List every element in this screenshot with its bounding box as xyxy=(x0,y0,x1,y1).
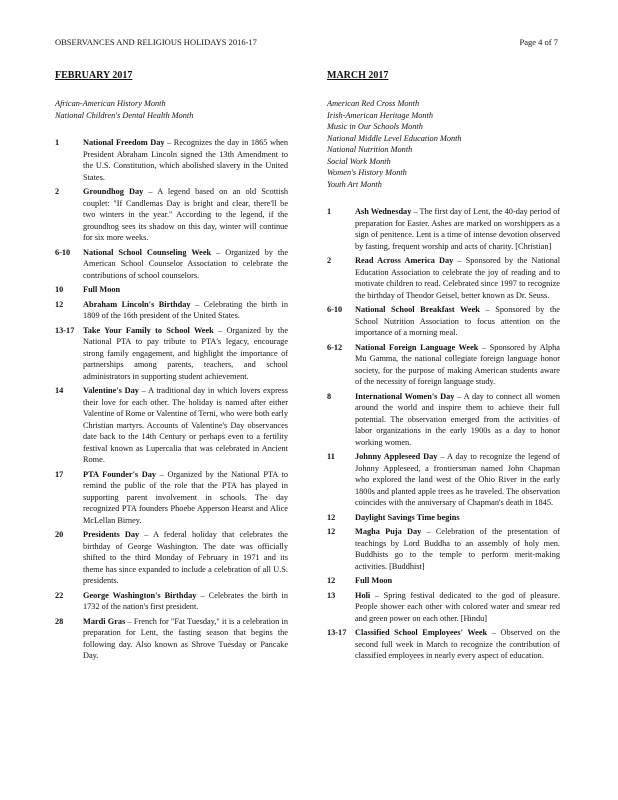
entry-list xyxy=(55,137,288,662)
entry-body xyxy=(355,575,560,587)
entry-name: Abraham Lincoln's Birthday xyxy=(83,299,191,309)
calendar-entry xyxy=(327,255,560,301)
entry-date: 17 xyxy=(55,469,64,479)
entry-name: Valentine's Day xyxy=(83,386,139,395)
entry-date: 1 xyxy=(55,138,60,147)
entry-description: – Sponsored by the National Education Association to celebrate the joy of reading and to motivate children to read. Celebrated since 1997 to recognize the birthday of Theodor Geisel, better known as Dr. Seuss. xyxy=(355,256,560,300)
entry-name: Take Your Family to School Week xyxy=(83,325,214,335)
observance: National Nutrition Month xyxy=(327,145,413,154)
entry-body xyxy=(83,284,288,296)
entry-name: National School Breakfast Week xyxy=(355,305,480,314)
month-title: FEBRUARY 2017 xyxy=(55,70,133,81)
page-number: Page 4 of 7 xyxy=(519,37,558,47)
entry-name: Full Moon xyxy=(355,576,393,585)
entry-date: 13 xyxy=(327,590,336,600)
entry-body xyxy=(355,451,560,509)
calendar-entry xyxy=(55,616,288,662)
entry-description: – Celebration of the presentation of teachings by Lord Buddha to an assembly of holy men. Buddhists go to the temple to perform merit-making activities. [Buddhist] xyxy=(355,527,561,571)
entry-body xyxy=(83,529,288,587)
calendar-entry xyxy=(55,299,288,322)
entry-description: – Celebrating the birth in 1809 of the 16th president of the United States. xyxy=(83,299,288,320)
calendar-entry xyxy=(327,304,560,339)
entry-date: 14 xyxy=(55,386,64,395)
entry-name: Classified School Employees' Week xyxy=(355,628,488,637)
month-observances xyxy=(327,98,560,190)
entry-body xyxy=(355,526,560,572)
entry-date: 6-10 xyxy=(55,247,71,257)
calendar-entry xyxy=(327,590,560,625)
entry-description: – Organized by the National PTA to pay tribute to PTA's legacy, encourage strong family engagement, and highlight the importance of partnerships among parents, teachers, and school administrators in supporting student achievement. xyxy=(83,325,289,381)
march-column xyxy=(327,70,560,665)
entry-description: – Sponsored by Alpha Mu Gamma, the national collegiate foreign language honor society, for the purpose of making American students aware of the necessity of foreign language study. xyxy=(355,342,560,386)
calendar-entry xyxy=(327,342,560,388)
entry-date: 8 xyxy=(327,391,332,401)
observance: National Children's Dental Health Month xyxy=(55,110,194,120)
entry-body xyxy=(355,255,560,301)
calendar-entry xyxy=(327,512,560,524)
entry-name: Mardi Gras xyxy=(83,616,126,626)
calendar-entry xyxy=(55,247,288,282)
calendar-entry xyxy=(55,590,288,613)
entry-description: – Celebrates the birth in 1732 of the nation's first president. xyxy=(83,590,288,611)
observance: Music in Our Schools Month xyxy=(327,122,423,131)
entry-description: – A legend based on an old Scottish couplet: "If Candlemas Day is bright and clear, there'll be two winters in the year." According to the legend, if the groundhog sees its shadow on this day, winter will continue for six more weeks. xyxy=(83,187,288,242)
observance: Youth Art Month xyxy=(327,179,382,189)
entry-name: George Washington's Birthday xyxy=(83,590,197,600)
entry-body xyxy=(83,299,288,322)
entry-date: 6-12 xyxy=(327,342,343,352)
calendar-entry xyxy=(327,451,560,509)
entry-date: 2 xyxy=(327,256,332,265)
entry-date: 12 xyxy=(55,299,64,309)
observance: Irish-American Heritage Month xyxy=(327,110,433,120)
entry-description: – Sponsored by the School Nutrition Association to focus attention on the importance of a morning meal. xyxy=(355,305,560,337)
entry-name: National Freedom Day xyxy=(83,138,165,147)
entry-description: – Spring festival dedicated to the god of pleasure. People shower each other with colored water and smear red and green power on each other. [Hindu] xyxy=(355,590,560,623)
observance: National Middle Level Education Month xyxy=(327,133,462,143)
observance: Social Work Month xyxy=(327,156,391,166)
entry-body xyxy=(83,590,288,613)
entry-body xyxy=(83,247,288,282)
entry-date: 13-17 xyxy=(55,325,75,335)
entry-body xyxy=(83,186,288,244)
month-observances xyxy=(55,98,288,121)
entry-date: 12 xyxy=(327,576,336,585)
calendar-entry xyxy=(327,627,560,662)
entry-description: – Organized by the National PTA to remind the public of the role that the PTA has played in supporting parent involvement in schools. The day recognized PTA founders Phoebe Apperson Hearst and Alice McLellan Birney. xyxy=(83,469,288,525)
entry-body xyxy=(355,206,560,252)
entry-description: – A federal holiday that celebrates the birthday of George Washington. The date was officially shifted to the third Monday of February in 1971 and its theme has since expanded to include a celebration of all U.S. presidents. xyxy=(83,530,288,585)
calendar-entry xyxy=(55,186,288,244)
entry-name: National School Counseling Week xyxy=(83,247,212,257)
entry-name: Holi xyxy=(355,590,371,600)
entry-date: 20 xyxy=(55,530,64,539)
entry-date: 22 xyxy=(55,590,64,600)
calendar-entry xyxy=(55,385,288,466)
entry-description: – A traditional day in which lovers express their love for each other. The holiday is named after either Valentine of Rome or Valentine of Terni, who were both early Christian martyrs. Accounts of Valentine's Day observances date back to the 14th Century or perhaps even to a fertility festival known as Lupercalia that was celebrated in Ancient Rome. xyxy=(83,386,288,464)
entry-date: 11 xyxy=(327,452,335,461)
entry-list xyxy=(327,206,560,662)
entry-body xyxy=(355,391,560,449)
document-title: OBSERVANCES AND RELIGIOUS HOLIDAYS 2016-17 xyxy=(55,37,257,47)
entry-description: – French for "Fat Tuesday," it is a celebration in preparation for Lent, the fasting season that begins the following day. Also known as Shrove Tuesday or Pancake Day. xyxy=(83,616,288,660)
calendar-entry xyxy=(55,284,288,296)
entry-body xyxy=(355,342,560,388)
entry-body xyxy=(83,137,288,183)
entry-date: 12 xyxy=(327,527,336,536)
observance: Women's History Month xyxy=(327,168,407,177)
entry-name: International Women's Day xyxy=(355,391,455,401)
entry-date: 10 xyxy=(55,285,64,294)
entry-body xyxy=(355,627,560,662)
entry-body xyxy=(355,512,560,524)
entry-date: 1 xyxy=(327,207,332,216)
entry-name: Presidents Day xyxy=(83,530,140,539)
calendar-entry xyxy=(55,469,288,527)
entry-name: Ash Wednesday xyxy=(355,207,412,216)
entry-body xyxy=(83,385,288,466)
entry-description: – A day to connect all women around the world and inspire them to achieve their full potential. The observation emerged from the activities of labor organizations in the early 1900s as a day to honor working women. xyxy=(355,391,560,447)
entry-body xyxy=(83,616,288,662)
entry-name: PTA Founder's Day xyxy=(83,469,157,479)
entry-date: 12 xyxy=(327,512,336,522)
observance: African-American History Month xyxy=(55,99,166,108)
entry-name: National Foreign Language Week xyxy=(355,342,479,352)
entry-date: 28 xyxy=(55,616,64,626)
calendar-entry xyxy=(55,325,288,383)
entry-date: 6-10 xyxy=(327,305,343,314)
entry-name: Read Across America Day xyxy=(355,256,454,265)
observance: American Red Cross Month xyxy=(327,99,420,108)
entry-description: – Recognizes the day in 1865 when President Abraham Lincoln signed the 13th Amendment to the U.S. Constitution, which abolished slavery in the United States. xyxy=(83,138,288,182)
entry-body xyxy=(355,590,560,625)
entry-name: Magha Puja Day xyxy=(355,527,422,536)
month-title: MARCH 2017 xyxy=(327,70,389,81)
entry-name: Daylight Savings Time begins xyxy=(355,512,460,522)
entry-description: – Observed on the second full week in March to recognize the contribution of classified employees in nearly every aspect of education. xyxy=(355,628,560,660)
entry-date: 13-17 xyxy=(327,628,347,637)
entry-description: – The first day of Lent, the 40-day period of preparation for Easter. Ashes are marked on worshippers as a sign of penitence. Lent is a time of intense devotion observed by fasting, frequent worship and acts of charity. [Christian] xyxy=(355,207,560,251)
calendar-entry xyxy=(327,206,560,252)
calendar-entry xyxy=(327,575,560,587)
calendar-entry xyxy=(55,137,288,183)
calendar-entry xyxy=(327,391,560,449)
entry-name: Groundhog Day xyxy=(83,187,144,196)
entry-description: – A day to recognize the legend of Johnny Appleseed, a frontiersman named John Chapman who explored the land west of the Ohio River in the early 1800s and planted apple trees as he traveled. The observation coincides with the anniversary of Chapman's death in 1845. xyxy=(355,452,560,507)
calendar-entry xyxy=(55,529,288,587)
entry-date: 2 xyxy=(55,187,60,196)
calendar-entry xyxy=(327,526,560,572)
entry-body xyxy=(83,325,288,383)
entry-name: Johnny Appleseed Day xyxy=(355,452,438,461)
entry-body xyxy=(355,304,560,339)
february-column xyxy=(55,70,288,665)
entry-body xyxy=(83,469,288,527)
entry-description: – Organized by the American School Counselor Association to celebrate the contributions of school counselors. xyxy=(83,247,288,280)
entry-name: Full Moon xyxy=(83,285,121,294)
